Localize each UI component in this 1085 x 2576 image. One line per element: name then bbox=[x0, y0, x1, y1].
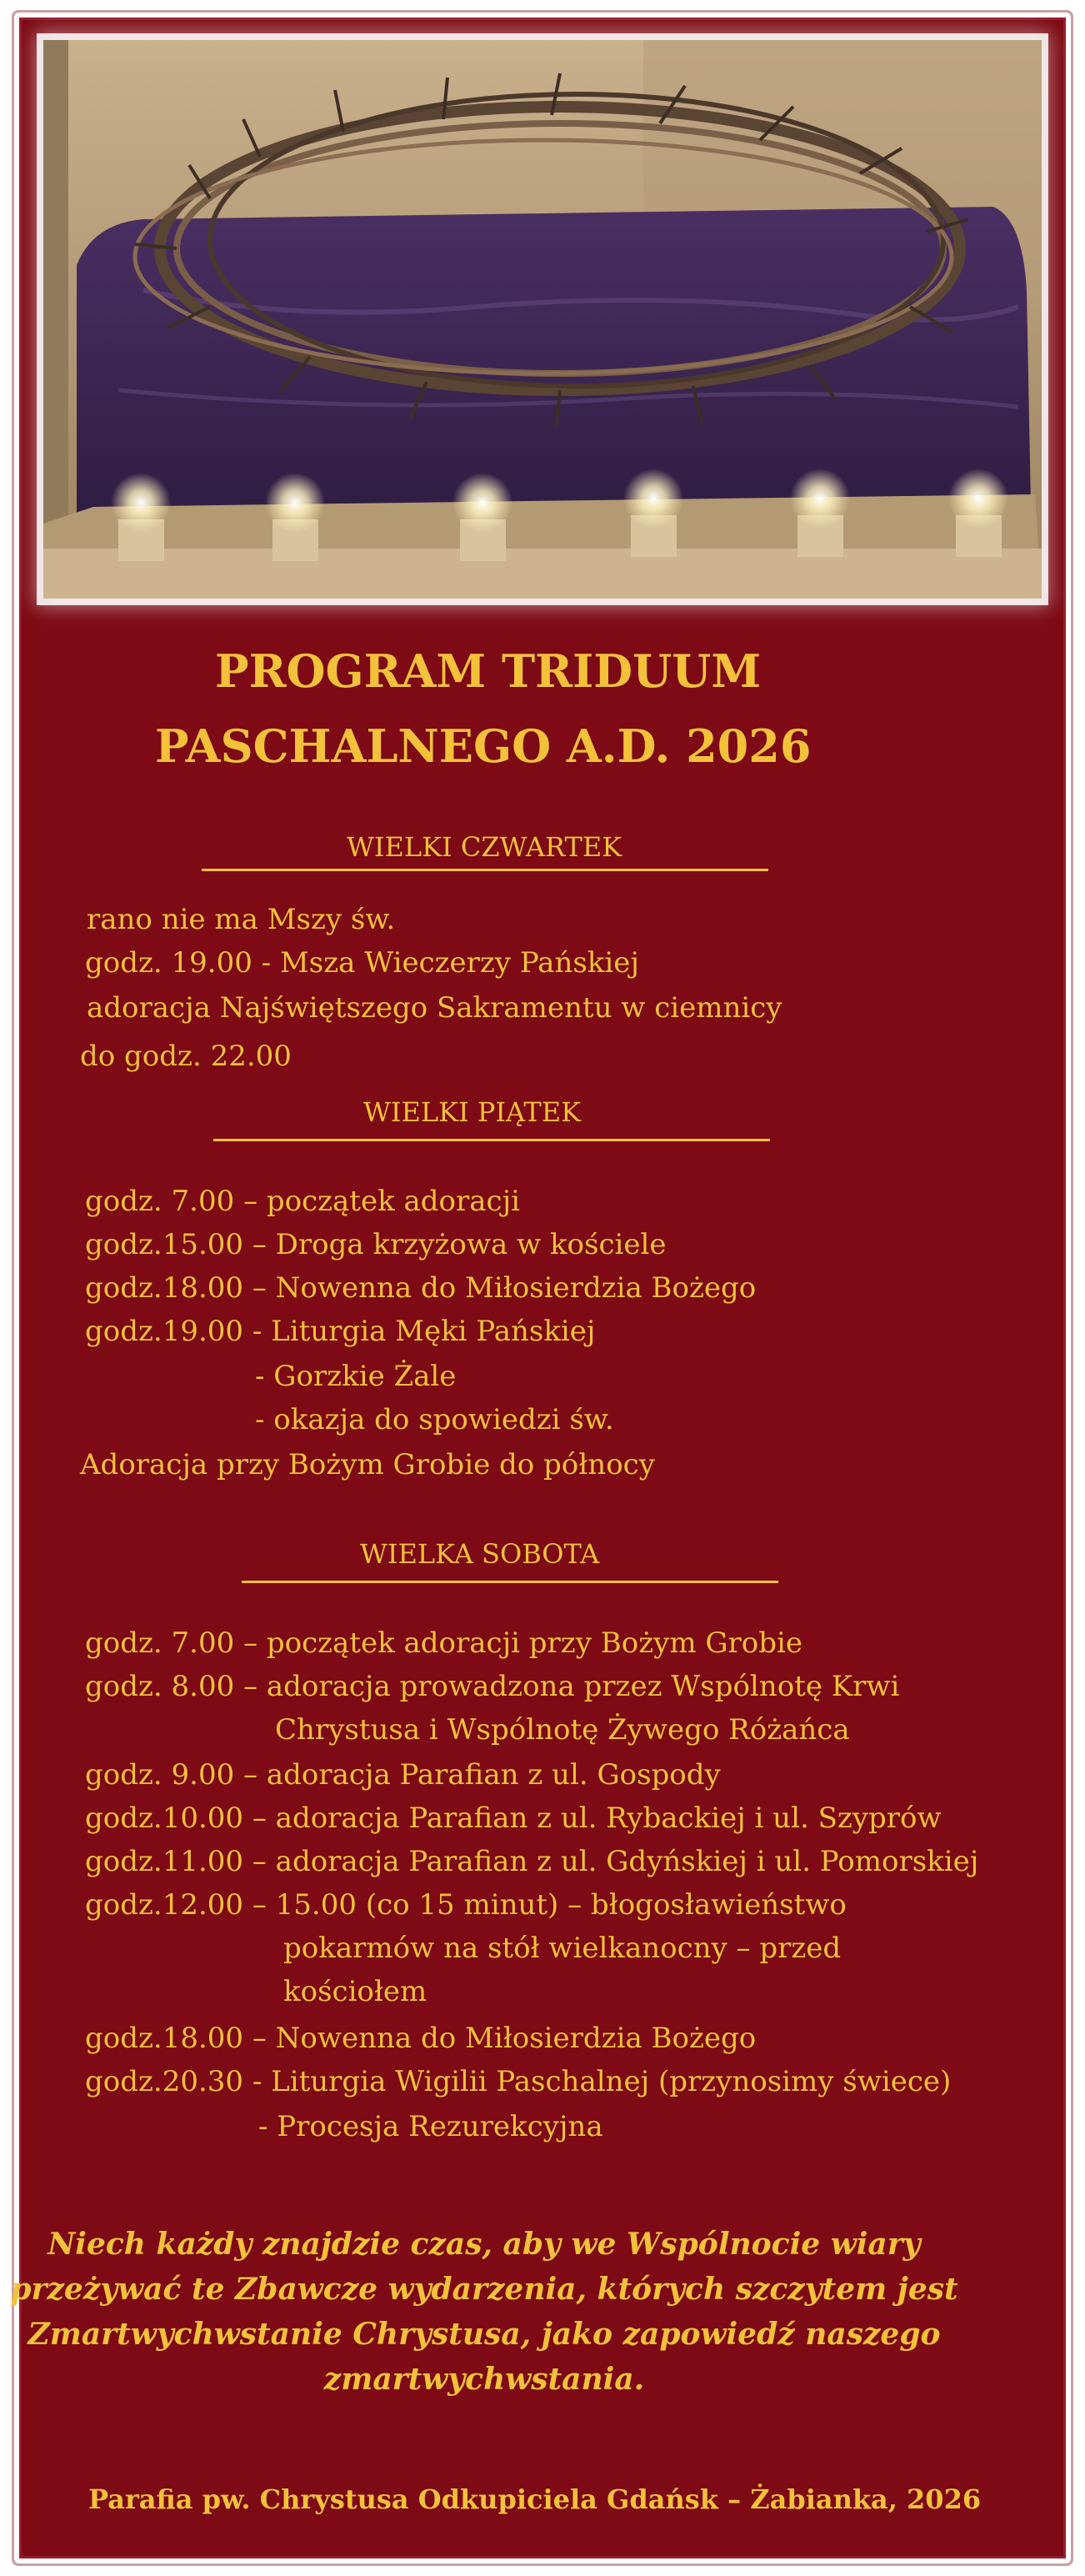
closing-line: Niech każdy znajdzie czas, aby we Wspólnocie wiary bbox=[48, 2227, 921, 2262]
saturday-line: kościołem bbox=[283, 1975, 428, 2008]
saturday-line: godz.20.30 - Liturgia Wigilii Paschalnej (przynosimy świece) bbox=[85, 2065, 952, 2098]
friday-line: godz.19.00 - Liturgia Męki Pańskiej bbox=[85, 1315, 596, 1348]
friday-line: - Gorzkie Żale bbox=[255, 1360, 457, 1393]
friday-line: godz.18.00 – Nowenna do Miłosierdzia Bożego bbox=[85, 1271, 757, 1305]
saturday-line: godz. 9.00 – adoracja Parafian z ul. Gospody bbox=[85, 1758, 721, 1792]
friday-line: godz.15.00 – Droga krzyżowa w kościele bbox=[85, 1228, 667, 1261]
crown-of-thorns-photo bbox=[43, 40, 1042, 599]
friday-line: godz. 7.00 – początek adoracji bbox=[85, 1185, 520, 1218]
closing-line: zmartwychwstania. bbox=[323, 2362, 645, 2397]
saturday-line: godz.18.00 – Nowenna do Miłosierdzia Bożego bbox=[85, 2022, 757, 2055]
saturday-line: Chrystusa i Wspólnotę Żywego Różańca bbox=[275, 1713, 850, 1747]
saturday-line: pokarmów na stół wielkanocny – przed bbox=[283, 1932, 842, 1965]
saturday-line: godz. 7.00 – początek adoracji przy Bożym Grobie bbox=[85, 1626, 803, 1660]
saturday-line: godz.10.00 – adoracja Parafian z ul. Rybackiej i ul. Szyprów bbox=[85, 1802, 942, 1835]
thursday-line: godz. 19.00 - Msza Wieczerzy Pańskiej bbox=[85, 946, 639, 980]
thursday-line: do godz. 22.00 bbox=[80, 1040, 292, 1073]
thursday-divider bbox=[202, 869, 768, 871]
closing-line: Zmartwychwstanie Chrystusa, jako zapowiedź naszego bbox=[28, 2317, 941, 2352]
saturday-divider bbox=[242, 1581, 778, 1583]
friday-heading: WIELKI PIĄTEK bbox=[363, 1096, 581, 1128]
friday-line: Adoracja przy Bożym Grobie do północy bbox=[80, 1448, 655, 1481]
friday-divider bbox=[213, 1139, 770, 1141]
thursday-line: rano nie ma Mszy św. bbox=[87, 903, 396, 936]
closing-line: przeżywać te Zbawcze wydarzenia, których szczytem jest bbox=[10, 2272, 958, 2307]
title-line-2: PASCHALNEGO A.D. 2026 bbox=[155, 719, 812, 773]
thursday-heading: WIELKI CZWARTEK bbox=[347, 831, 622, 863]
saturday-line: godz.12.00 – 15.00 (co 15 minut) – błogosławieństwo bbox=[85, 1888, 847, 1922]
saturday-heading: WIELKA SOBOTA bbox=[360, 1538, 600, 1570]
thursday-line: adoracja Najświętszego Sakramentu w ciemnicy bbox=[87, 991, 782, 1025]
saturday-line: godz. 8.00 – adoracja prowadzona przez Wspólnotę Krwi bbox=[85, 1670, 900, 1703]
crown-of-thorns-image bbox=[43, 40, 1042, 599]
saturday-line: godz.11.00 – adoracja Parafian z ul. Gdyńskiej i ul. Pomorskiej bbox=[85, 1845, 979, 1878]
friday-line: - okazja do spowiedzi św. bbox=[255, 1403, 614, 1436]
title-line-1: PROGRAM TRIDUUM bbox=[215, 644, 762, 698]
saturday-line: - Procesja Rezurekcyjna bbox=[258, 2110, 603, 2143]
parish-footer: Parafia pw. Chrystusa Odkupiciela Gdańsk – Żabianka, 2026 bbox=[88, 2483, 982, 2515]
